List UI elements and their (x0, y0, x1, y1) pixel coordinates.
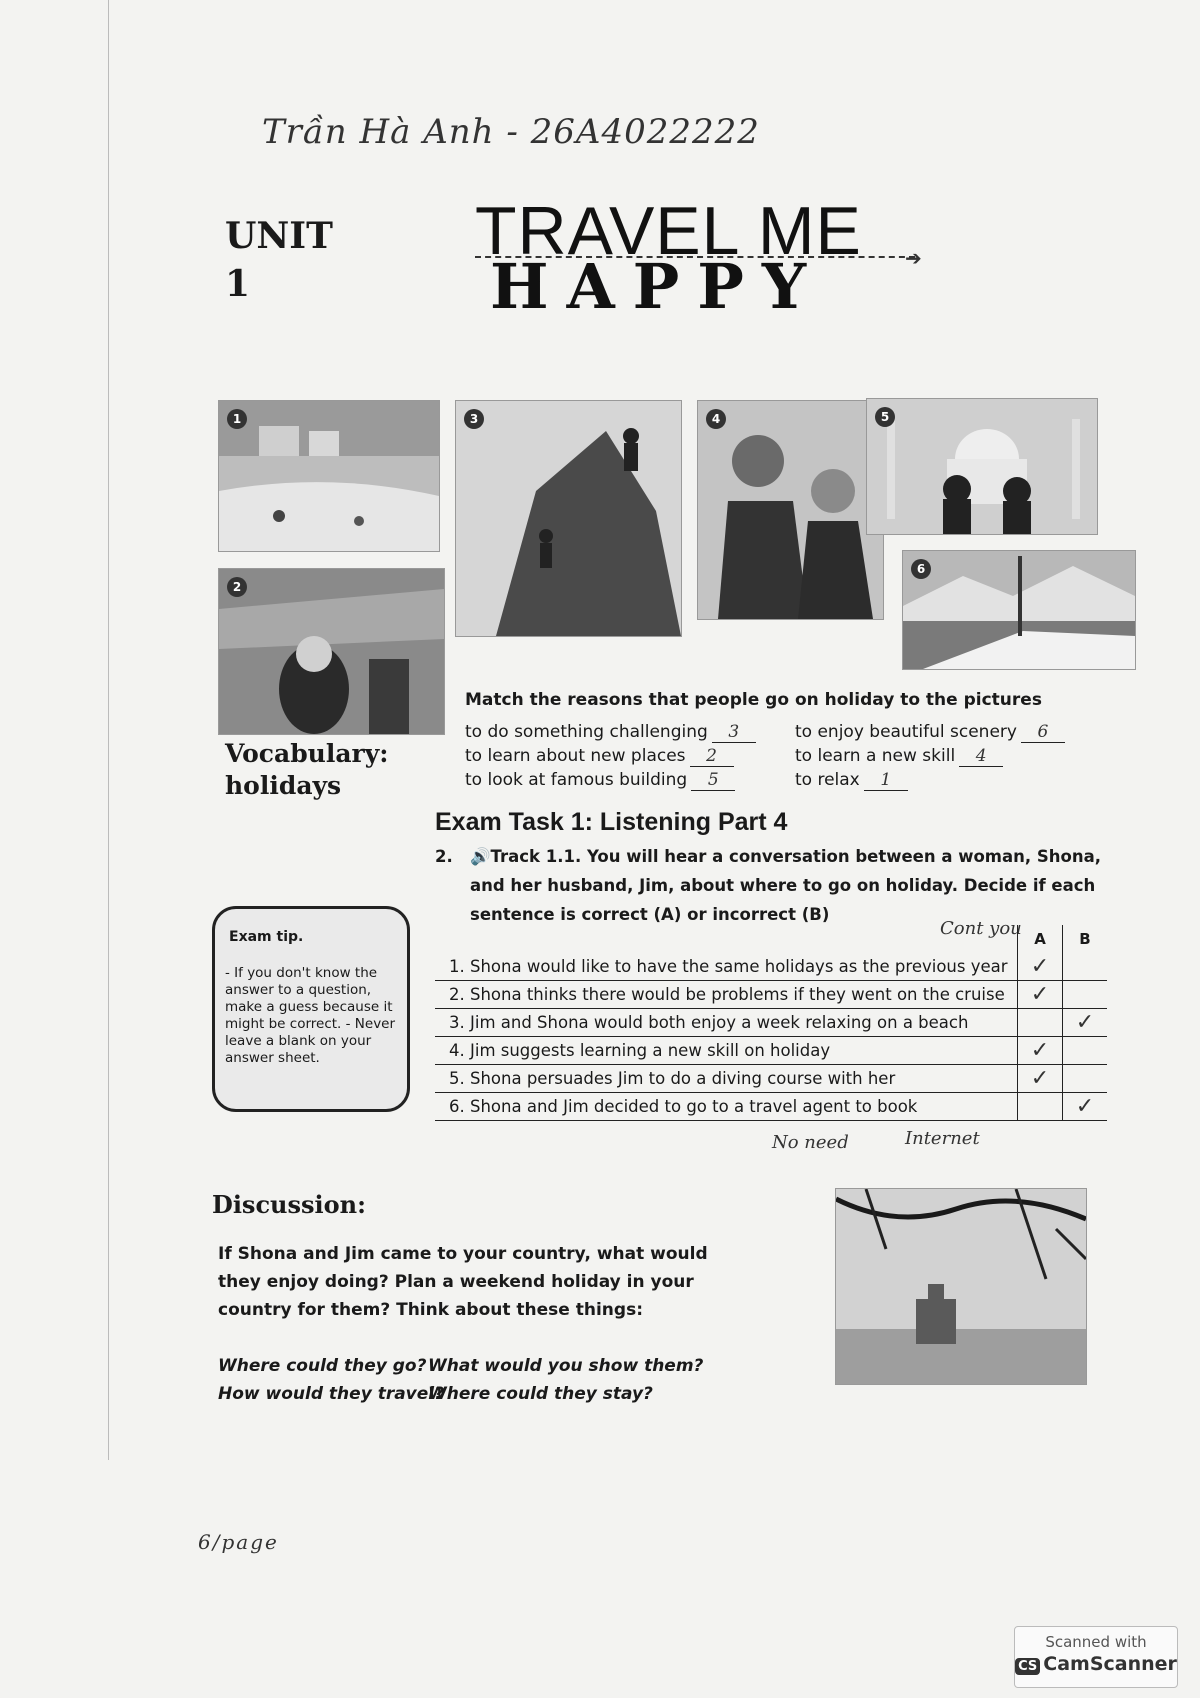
camscanner-line-1: Scanned with (1045, 1633, 1147, 1651)
exam-tip-title: Exam tip. (229, 929, 304, 945)
match-item (795, 770, 908, 791)
vocab-heading-line-1: Vocabulary: (225, 739, 389, 768)
photo-number-5: 5 (875, 407, 895, 427)
match-answer: 6 (1021, 722, 1065, 743)
photo-tourists (218, 568, 445, 735)
discussion-heading: Discussion: (212, 1190, 366, 1219)
photo-number-3: 3 (464, 409, 484, 429)
match-item-text: to do something challenging (465, 722, 708, 742)
answer-a-cell: ✓ (1018, 981, 1063, 1009)
match-answer: 4 (959, 746, 1003, 767)
discussion-question-4: Where could they stay? (428, 1384, 653, 1404)
table-row (435, 981, 1107, 1009)
answer-a-cell: ✓ (1018, 1037, 1063, 1065)
discussion-text: If Shona and Jim came to your country, what would they enjoy doing? Plan a weekend holiday in your country for them? Think about these things: (218, 1244, 708, 1320)
header-col-a: A (1018, 925, 1063, 953)
answer-b-cell (1063, 953, 1108, 981)
table-row (435, 1093, 1107, 1121)
exam-tip-box (212, 906, 410, 1112)
match-answer: 5 (691, 770, 735, 791)
photo-number-6: 6 (911, 559, 931, 579)
photo-number-4: 4 (706, 409, 726, 429)
camscanner-badge (1014, 1626, 1178, 1688)
match-item (795, 746, 1003, 767)
discussion-question-3: How would they travel? (218, 1384, 444, 1404)
match-item-text: to learn about new places (465, 746, 686, 766)
table-row (435, 1037, 1107, 1065)
photo-lake-tower (835, 1188, 1087, 1385)
match-item-text: to learn a new skill (795, 746, 956, 766)
answer-a-cell (1018, 1093, 1063, 1121)
header-col-b: B (1063, 925, 1108, 953)
exam-instructions (435, 842, 1105, 929)
answer-a-cell: ✓ (1018, 1065, 1063, 1093)
photo-cruise-ship (902, 550, 1136, 670)
unit-word: UNIT (225, 215, 333, 257)
title-line-1: TRAVEL ME (475, 193, 862, 269)
discussion-question-2: What would you show them? (428, 1356, 704, 1376)
match-title: Match the reasons that people go on holiday to the pictures (465, 690, 1042, 710)
answer-b-cell (1063, 1037, 1108, 1065)
question-text: 5. Shona persuades Jim to do a diving course with her (435, 1065, 1018, 1093)
question-text: 1. Shona would like to have the same holidays as the previous year (435, 953, 1018, 981)
unit-number: 1 (225, 263, 251, 305)
answer-table-header (435, 925, 1107, 953)
match-item-text: to relax (795, 770, 860, 790)
match-answer: 2 (690, 746, 734, 767)
photo-taj-mahal (866, 398, 1098, 535)
handwritten-note-no-need: No need (772, 1132, 849, 1153)
exam-instructions-text: 🔊Track 1.1. You will hear a conversation between a woman, Shona, and her husband, Jim, about where to go on holiday. Decide if each sentence is correct (A) or incorrect (B) (470, 847, 1101, 924)
answer-a-cell: ✓ (1018, 953, 1063, 981)
exam-number: 2. (435, 847, 453, 866)
page-number: 6/page (198, 1530, 279, 1554)
arrow-head-icon: ➔ (905, 246, 922, 270)
question-text: 2. Shona thinks there would be problems if they went on the cruise (435, 981, 1018, 1009)
handwritten-note-top: Cont you (940, 918, 1022, 939)
question-text: 3. Jim and Shona would both enjoy a week relaxing on a beach (435, 1009, 1018, 1037)
match-item (465, 746, 734, 767)
table-row (435, 953, 1107, 981)
photo-climbing (455, 400, 682, 637)
vocab-heading-line-2: holidays (225, 771, 342, 800)
header-blank (435, 925, 1018, 953)
title-line-2: HAPPY (490, 250, 825, 323)
answer-b-cell: ✓ (1063, 1093, 1108, 1121)
camscanner-brand: CamScanner (1043, 1653, 1177, 1675)
exam-tip-text: - If you don't know the answer to a question, make a guess because it might be correct. - Never leave a blank on your answer sheet. (225, 965, 396, 1066)
handwritten-name: Trần Hà Anh - 26A4022222 (262, 112, 760, 152)
photo-number-2: 2 (227, 577, 247, 597)
answer-a-cell (1018, 1009, 1063, 1037)
camscanner-logo-icon: CS (1015, 1658, 1040, 1675)
match-item-text: to look at famous building (465, 770, 688, 790)
camscanner-line-2 (1015, 1653, 1177, 1675)
photo-number-1: 1 (227, 409, 247, 429)
page-margin-line (108, 0, 109, 1460)
match-item (795, 722, 1065, 743)
answer-table (435, 925, 1107, 1121)
question-text: 6. Shona and Jim decided to go to a travel agent to book (435, 1093, 1018, 1121)
table-row (435, 1009, 1107, 1037)
vocabulary-heading (225, 738, 388, 802)
table-row (435, 1065, 1107, 1093)
discussion-question-1: Where could they go? (218, 1356, 427, 1376)
match-answer: 1 (864, 770, 908, 791)
photo-diving-lesson (697, 400, 884, 620)
photo-beach (218, 400, 440, 552)
answer-b-cell (1063, 1065, 1108, 1093)
question-text: 4. Jim suggests learning a new skill on holiday (435, 1037, 1018, 1065)
handwritten-note-internet: Internet (905, 1128, 980, 1149)
exam-task-title: Exam Task 1: Listening Part 4 (435, 808, 788, 836)
unit-label (225, 212, 333, 308)
match-answer: 3 (712, 722, 756, 743)
match-item-text: to enjoy beautiful scenery (795, 722, 1017, 742)
match-item (465, 722, 756, 743)
answer-b-cell (1063, 981, 1108, 1009)
match-item (465, 770, 735, 791)
answer-b-cell: ✓ (1063, 1009, 1108, 1037)
